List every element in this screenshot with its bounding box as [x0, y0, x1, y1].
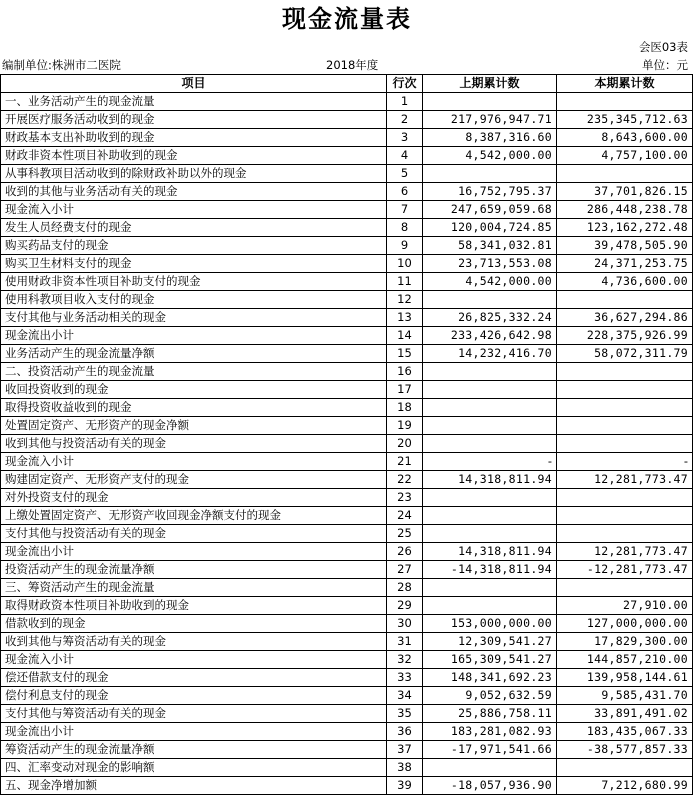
row-current-amount [557, 399, 693, 417]
row-item-label: 收到的其他与业务活动有关的现金 [1, 183, 387, 201]
cash-flow-table [0, 74, 693, 795]
row-current-amount: 37,701,826.15 [557, 183, 693, 201]
row-prior-amount: 148,341,692.23 [423, 669, 557, 687]
row-line-number: 11 [387, 273, 423, 291]
row-line-number: 20 [387, 435, 423, 453]
row-line-number: 30 [387, 615, 423, 633]
row-current-amount: 235,345,712.63 [557, 111, 693, 129]
row-current-amount: 17,829,300.00 [557, 633, 693, 651]
row-line-number: 37 [387, 741, 423, 759]
table-row [1, 147, 693, 165]
row-line-number: 28 [387, 579, 423, 597]
row-current-amount: 39,478,505.90 [557, 237, 693, 255]
row-line-number: 1 [387, 93, 423, 111]
row-current-amount: 228,375,926.99 [557, 327, 693, 345]
row-line-number: 29 [387, 597, 423, 615]
row-prior-amount [423, 579, 557, 597]
row-prior-amount: 16,752,795.37 [423, 183, 557, 201]
table-row [1, 579, 693, 597]
row-line-number: 35 [387, 705, 423, 723]
table-row [1, 489, 693, 507]
row-item-label: 收回投资收到的现金 [1, 381, 387, 399]
row-current-amount: 24,371,253.75 [557, 255, 693, 273]
row-prior-amount: 12,309,541.27 [423, 633, 557, 651]
report-title: 现金流量表 [282, 4, 412, 33]
row-prior-amount: 120,004,724.85 [423, 219, 557, 237]
row-line-number: 24 [387, 507, 423, 525]
row-line-number: 34 [387, 687, 423, 705]
table-row [1, 219, 693, 237]
row-current-amount: 12,281,773.47 [557, 543, 693, 561]
row-prior-amount [423, 399, 557, 417]
row-item-label: 购买卫生材料支付的现金 [1, 255, 387, 273]
currency-unit: 单位：元 [642, 58, 688, 72]
row-line-number: 23 [387, 489, 423, 507]
row-item-label: 三、筹资活动产生的现金流量 [1, 579, 387, 597]
row-prior-amount: 153,000,000.00 [423, 615, 557, 633]
row-item-label: 现金流入小计 [1, 201, 387, 219]
table-row [1, 777, 693, 795]
row-line-number: 8 [387, 219, 423, 237]
row-prior-amount: 58,341,032.81 [423, 237, 557, 255]
row-prior-amount [423, 525, 557, 543]
table-row [1, 201, 693, 219]
row-item-label: 处置固定资产、无形资产的现金净额 [1, 417, 387, 435]
row-line-number: 38 [387, 759, 423, 777]
row-line-number: 26 [387, 543, 423, 561]
row-item-label: 四、汇率变动对现金的影响额 [1, 759, 387, 777]
row-item-label: 支付其他与业务活动相关的现金 [1, 309, 387, 327]
row-current-amount: 7,212,680.99 [557, 777, 693, 795]
column-header-item: 项目 [1, 75, 387, 93]
row-item-label: 现金流入小计 [1, 453, 387, 471]
row-item-label: 购建固定资产、无形资产支付的现金 [1, 471, 387, 489]
table-row [1, 453, 693, 471]
row-prior-amount: -14,318,811.94 [423, 561, 557, 579]
row-line-number: 22 [387, 471, 423, 489]
row-item-label: 使用科教项目收入支付的现金 [1, 291, 387, 309]
row-item-label: 二、投资活动产生的现金流量 [1, 363, 387, 381]
row-item-label: 现金流出小计 [1, 327, 387, 345]
table-row [1, 111, 693, 129]
row-prior-amount [423, 417, 557, 435]
table-row [1, 183, 693, 201]
table-row [1, 129, 693, 147]
row-prior-amount: 183,281,082.93 [423, 723, 557, 741]
report-year: 2018年度 [326, 58, 379, 72]
row-line-number: 9 [387, 237, 423, 255]
row-current-amount [557, 417, 693, 435]
row-prior-amount: 233,426,642.98 [423, 327, 557, 345]
row-current-amount [557, 381, 693, 399]
row-item-label: 偿付利息支付的现金 [1, 687, 387, 705]
column-header-prior: 上期累计数 [423, 75, 557, 93]
row-current-amount [557, 507, 693, 525]
table-row [1, 615, 693, 633]
column-header-line: 行次 [387, 75, 423, 93]
row-line-number: 14 [387, 327, 423, 345]
row-prior-amount [423, 759, 557, 777]
row-prior-amount [423, 93, 557, 111]
row-item-label: 对外投资支付的现金 [1, 489, 387, 507]
row-prior-amount: 14,232,416.70 [423, 345, 557, 363]
row-prior-amount [423, 507, 557, 525]
table-row [1, 651, 693, 669]
row-line-number: 5 [387, 165, 423, 183]
row-current-amount [557, 525, 693, 543]
row-item-label: 一、业务活动产生的现金流量 [1, 93, 387, 111]
row-prior-amount: 247,659,059.68 [423, 201, 557, 219]
row-prior-amount: 26,825,332.24 [423, 309, 557, 327]
table-row [1, 327, 693, 345]
row-prior-amount: 14,318,811.94 [423, 543, 557, 561]
column-header-current: 本期累计数 [557, 75, 693, 93]
row-prior-amount [423, 435, 557, 453]
row-current-amount [557, 435, 693, 453]
row-current-amount [557, 579, 693, 597]
table-row [1, 669, 693, 687]
table-row [1, 471, 693, 489]
row-item-label: 开展医疗服务活动收到的现金 [1, 111, 387, 129]
table-row [1, 435, 693, 453]
table-row [1, 741, 693, 759]
table-row [1, 345, 693, 363]
table-row [1, 723, 693, 741]
row-prior-amount [423, 165, 557, 183]
row-current-amount [557, 165, 693, 183]
row-current-amount [557, 363, 693, 381]
table-row [1, 291, 693, 309]
row-item-label: 现金流出小计 [1, 723, 387, 741]
row-current-amount: 139,958,144.61 [557, 669, 693, 687]
table-row [1, 93, 693, 111]
row-line-number: 27 [387, 561, 423, 579]
row-item-label: 发生人员经费支付的现金 [1, 219, 387, 237]
row-current-amount: 58,072,311.79 [557, 345, 693, 363]
row-item-label: 财政基本支出补助收到的现金 [1, 129, 387, 147]
row-current-amount: -38,577,857.33 [557, 741, 693, 759]
row-prior-amount: -18,057,936.90 [423, 777, 557, 795]
row-line-number: 17 [387, 381, 423, 399]
row-prior-amount: -17,971,541.66 [423, 741, 557, 759]
row-line-number: 13 [387, 309, 423, 327]
row-line-number: 6 [387, 183, 423, 201]
row-current-amount [557, 489, 693, 507]
row-line-number: 18 [387, 399, 423, 417]
row-current-amount: 183,435,067.33 [557, 723, 693, 741]
row-item-label: 购买药品支付的现金 [1, 237, 387, 255]
table-row [1, 543, 693, 561]
row-item-label: 支付其他与筹资活动有关的现金 [1, 705, 387, 723]
table-row [1, 237, 693, 255]
table-row [1, 399, 693, 417]
row-prior-amount: - [423, 453, 557, 471]
row-prior-amount: 217,976,947.71 [423, 111, 557, 129]
row-current-amount: 36,627,294.86 [557, 309, 693, 327]
row-line-number: 2 [387, 111, 423, 129]
row-prior-amount: 23,713,553.08 [423, 255, 557, 273]
table-row [1, 255, 693, 273]
row-item-label: 财政非资本性项目补助收到的现金 [1, 147, 387, 165]
table-row [1, 687, 693, 705]
row-current-amount: 33,891,491.02 [557, 705, 693, 723]
row-prior-amount: 4,542,000.00 [423, 147, 557, 165]
row-current-amount: 12,281,773.47 [557, 471, 693, 489]
row-line-number: 21 [387, 453, 423, 471]
row-item-label: 支付其他与投资活动有关的现金 [1, 525, 387, 543]
row-current-amount [557, 291, 693, 309]
row-current-amount: 8,643,600.00 [557, 129, 693, 147]
table-row [1, 759, 693, 777]
table-row [1, 525, 693, 543]
row-prior-amount: 8,387,316.60 [423, 129, 557, 147]
row-line-number: 15 [387, 345, 423, 363]
row-item-label: 偿还借款支付的现金 [1, 669, 387, 687]
row-prior-amount [423, 597, 557, 615]
row-item-label: 使用财政非资本性项目补助支付的现金 [1, 273, 387, 291]
row-current-amount: - [557, 453, 693, 471]
row-current-amount: 144,857,210.00 [557, 651, 693, 669]
row-line-number: 25 [387, 525, 423, 543]
row-current-amount [557, 759, 693, 777]
row-item-label: 取得投资收益收到的现金 [1, 399, 387, 417]
row-line-number: 3 [387, 129, 423, 147]
row-item-label: 现金流出小计 [1, 543, 387, 561]
row-line-number: 19 [387, 417, 423, 435]
row-current-amount: -12,281,773.47 [557, 561, 693, 579]
row-item-label: 五、现金净增加额 [1, 777, 387, 795]
row-prior-amount: 4,542,000.00 [423, 273, 557, 291]
row-prior-amount: 14,318,811.94 [423, 471, 557, 489]
row-prior-amount: 165,309,541.27 [423, 651, 557, 669]
row-current-amount: 127,000,000.00 [557, 615, 693, 633]
table-row [1, 309, 693, 327]
row-item-label: 筹资活动产生的现金流量净额 [1, 741, 387, 759]
row-line-number: 31 [387, 633, 423, 651]
row-line-number: 16 [387, 363, 423, 381]
row-prior-amount: 25,886,758.11 [423, 705, 557, 723]
table-row [1, 417, 693, 435]
row-current-amount: 4,736,600.00 [557, 273, 693, 291]
table-row [1, 165, 693, 183]
reporting-entity: 编制单位:株洲市二医院 [2, 58, 121, 72]
row-current-amount: 9,585,431.70 [557, 687, 693, 705]
row-line-number: 39 [387, 777, 423, 795]
table-row [1, 507, 693, 525]
table-row [1, 363, 693, 381]
form-code: 会医03表 [638, 40, 688, 54]
row-item-label: 上缴处置固定资产、无形资产收回现金净额支付的现金 [1, 507, 387, 525]
row-item-label: 收到其他与筹资活动有关的现金 [1, 633, 387, 651]
table-row [1, 705, 693, 723]
row-line-number: 7 [387, 201, 423, 219]
row-current-amount [557, 93, 693, 111]
table-header-row [1, 75, 693, 93]
row-item-label: 收到其他与投资活动有关的现金 [1, 435, 387, 453]
row-item-label: 现金流入小计 [1, 651, 387, 669]
row-current-amount: 286,448,238.78 [557, 201, 693, 219]
row-line-number: 32 [387, 651, 423, 669]
row-line-number: 33 [387, 669, 423, 687]
row-line-number: 12 [387, 291, 423, 309]
row-item-label: 投资活动产生的现金流量净额 [1, 561, 387, 579]
row-prior-amount [423, 381, 557, 399]
row-prior-amount [423, 291, 557, 309]
row-item-label: 借款收到的现金 [1, 615, 387, 633]
row-item-label: 取得财政资本性项目补助收到的现金 [1, 597, 387, 615]
row-line-number: 10 [387, 255, 423, 273]
table-row [1, 381, 693, 399]
row-prior-amount [423, 363, 557, 381]
row-prior-amount [423, 489, 557, 507]
row-item-label: 业务活动产生的现金流量净额 [1, 345, 387, 363]
table-row [1, 561, 693, 579]
row-current-amount: 27,910.00 [557, 597, 693, 615]
row-line-number: 4 [387, 147, 423, 165]
table-row [1, 597, 693, 615]
row-line-number: 36 [387, 723, 423, 741]
row-item-label: 从事科教项目活动收到的除财政补助以外的现金 [1, 165, 387, 183]
table-row [1, 633, 693, 651]
row-current-amount: 123,162,272.48 [557, 219, 693, 237]
row-current-amount: 4,757,100.00 [557, 147, 693, 165]
table-row [1, 273, 693, 291]
row-prior-amount: 9,052,632.59 [423, 687, 557, 705]
